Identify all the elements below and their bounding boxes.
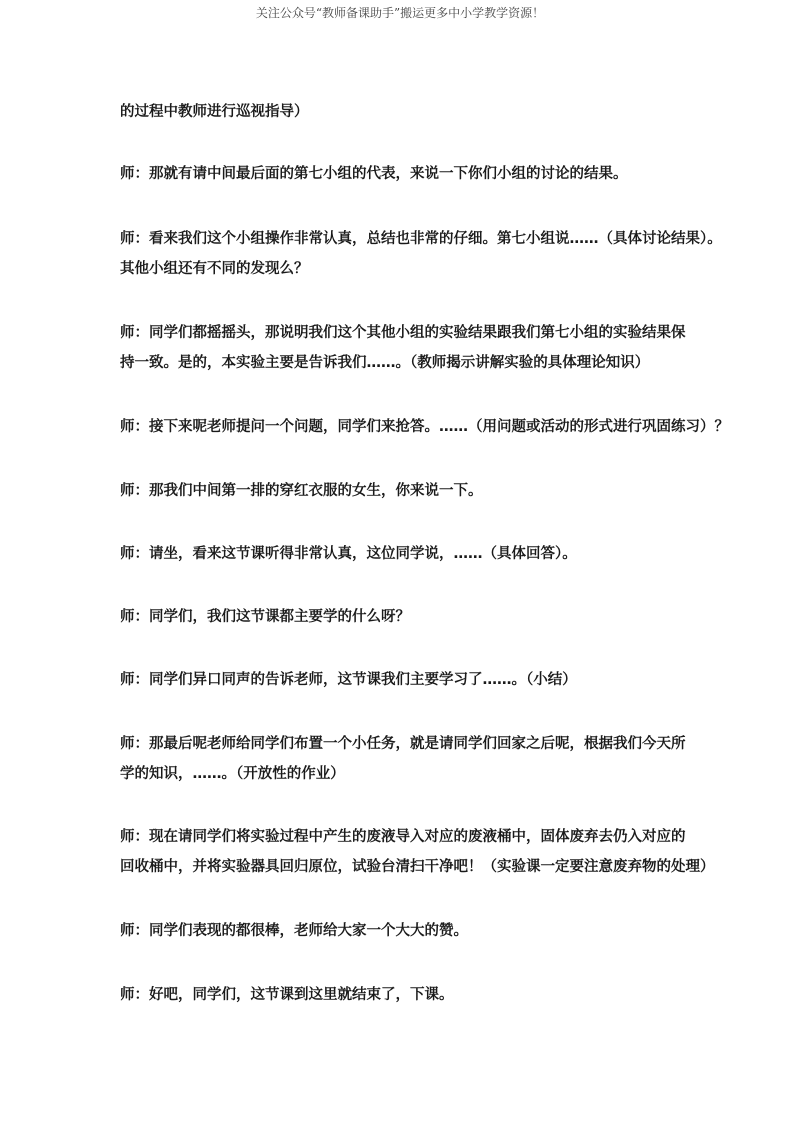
paragraph <box>120 980 720 1010</box>
paragraph <box>120 318 720 378</box>
paragraph <box>120 412 729 442</box>
paragraph <box>120 729 720 789</box>
text-line: 师：那我们中间第一排的穿红衣服的女生，你来说一下。 <box>120 483 483 499</box>
paragraph <box>120 159 720 189</box>
paragraph <box>120 224 720 284</box>
page-header-banner: 关注公众号“教师备课助手”搬运更多中小学教学资源！ <box>255 6 545 20</box>
text-line: 师：那最后呢老师给同学们布置一个小任务，就是请同学们回家之后呢，根据我们今天所 <box>120 736 686 752</box>
paragraph <box>120 539 720 569</box>
text-line: 学的知识，……。（开放性的作业） <box>120 766 345 782</box>
paragraph <box>120 97 720 127</box>
text-line: 回收桶中，并将实验器具回归原位，试验台清扫干净吧！（实验课一定要注意废弃物的处理） <box>120 859 715 875</box>
paragraph <box>120 916 720 946</box>
text-line: 师：同学们表现的都很棒，老师给大家一个大大的赞。 <box>120 923 468 939</box>
text-line: 师：同学们异口同声的告诉老师，这节课我们主要学习了……。（小结） <box>120 672 577 688</box>
text-line: 的过程中教师进行巡视指导） <box>120 104 309 120</box>
paragraph <box>120 665 720 695</box>
text-line: 师：那就有请中间最后面的第七小组的代表，来说一下你们小组的讨论的结果。 <box>120 166 628 182</box>
text-line: 持一致。是的，本实验主要是告诉我们……。（教师揭示讲解实验的具体理论知识） <box>120 355 650 371</box>
text-line: 师：好吧，同学们，这节课到这里就结束了，下课。 <box>120 987 454 1003</box>
paragraph <box>120 822 720 882</box>
text-line: 师：现在请同学们将实验过程中产生的废液导入对应的废液桶中，固体废弃去仍入对应的 <box>120 829 686 845</box>
paragraph <box>120 476 720 506</box>
text-line: 师：请坐，看来这节课听得非常认真，这位同学说，……（具体回答）。 <box>120 546 577 562</box>
text-line: 师：接下来呢老师提问一个问题，同学们来抢答。……（用问题或活动的形式进行巩固练习）？ <box>120 419 729 435</box>
text-line: 师：同学们都摇摇头，那说明我们这个其他小组的实验结果跟我们第七小组的实验结果保 <box>120 325 686 341</box>
text-line: 师：同学们，我们这节课都主要学的什么呀？ <box>120 609 410 625</box>
text-line: 其他小组还有不同的发现么？ <box>120 261 309 277</box>
text-line: 师：看来我们这个小组操作非常认真，总结也非常的仔细。第七小组说……（具体讨论结果）。 <box>120 231 722 247</box>
paragraph <box>120 602 720 632</box>
